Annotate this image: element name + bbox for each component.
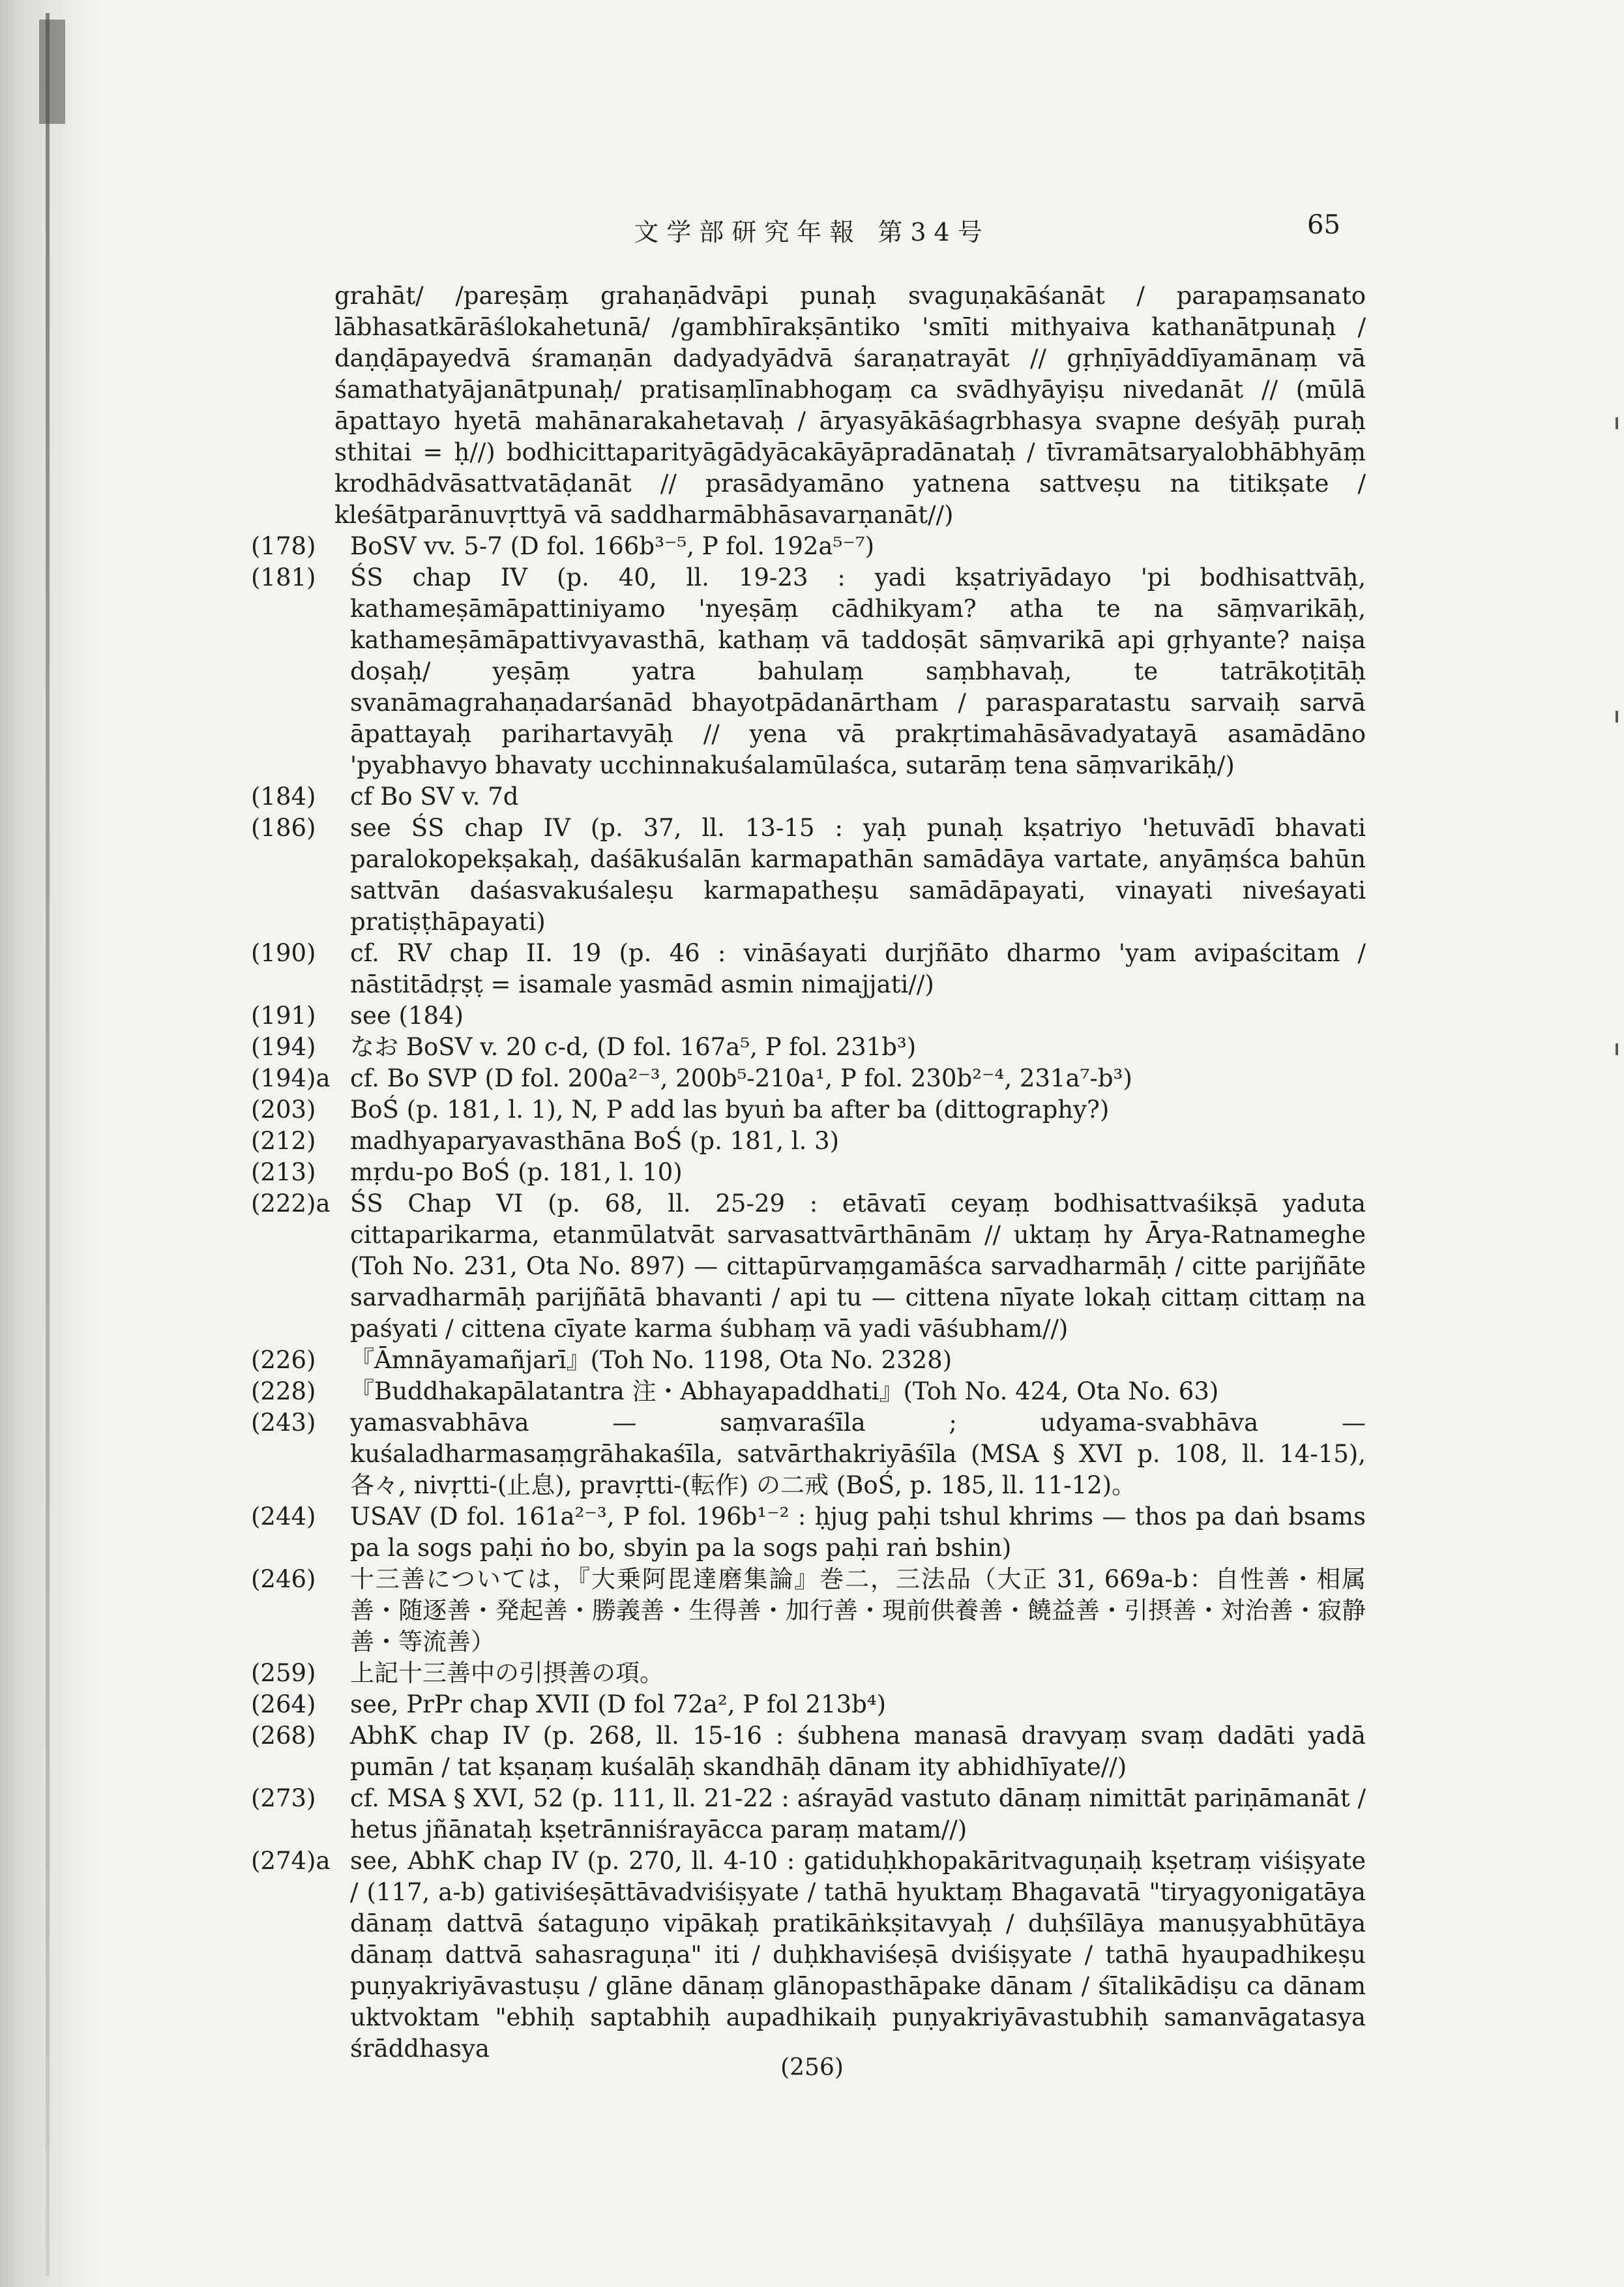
footnote [251,531,1366,562]
footnote-number: (203) [251,1096,316,1124]
footnote [251,1063,1366,1094]
footnote [251,1501,1366,1564]
margin-speck [1616,1043,1618,1055]
footnote-text: see, PrPr chap XVII (D fol 72a², P fol 213b⁴) [350,1690,887,1718]
footnote [251,1094,1366,1126]
footnote-number: (190) [251,939,316,967]
footnote-number: (228) [251,1377,316,1405]
footnote-number: (246) [251,1565,316,1593]
footnote [251,1658,1366,1689]
footnote-text: madhyaparyavasthāna BoŚ (p. 181, l. 3) [350,1127,840,1155]
footnote-text: 『Buddhakapālatantra 注・Abhayapaddhati』(Toh No. 424, Ota No. 63) [350,1377,1219,1405]
page-number: 65 [1307,210,1340,240]
footnote-text: see (184) [350,1002,464,1030]
footnote [251,1345,1366,1376]
footnote-text: cf. RV chap II. 19 (p. 46 : vināśayati durjñāto dharmo 'yam avipaścitam / nāstitādṛṣṭ = isamale yasmād asmin nimajjati//) [350,939,1366,998]
footnote-number: (186) [251,814,316,842]
footnote-text: ŚS Chap VI (p. 68, ll. 25-29 : etāvatī ceyaṃ bodhisattvaśikṣā yaduta cittaparikarma, etanmūlatvāt sarvasattvārthānām // uktaṃ hy Ārya-Ratnameghe (Toh No. 231, Ota No. 897) — cittapūrvaṃgamāśca sarvadharmāḥ / citte parijñāte sarvadharmāḥ parijñātā bhavanti / api tu — cittena nīyate lokaḥ cittaṃ cittaṃ na paśyati / cittena cīyate karma śubhaṃ vā yadi vāśubham//) [350,1189,1366,1343]
footnote-text: see, AbhK chap IV (p. 270, ll. 4-10 : gatiduḥkhopakāritvaguṇaiḥ kṣetraṃ viśiṣyate / (117, a-b) gativiśeṣāttāvadviśiṣyate / tathā hyuktaṃ Bhagavatā "tiryagyonigatāya dānaṃ dattvā śataguṇo vipākaḥ pratikāṅkṣitavyaḥ / duḥśīlāya manuṣyabhūtāya dānaṃ dattvā sahasraguṇa" iti / duḥkhaviśeṣā dviśiṣyate / tathā hyaupadhikeṣu puṇyakriyāvastuṣu / glāne dānaṃ glānopasthāpake dānam / śītalikādiṣu ca dānam uktvoktam "ebhiḥ saptabhiḥ aupadhikaiḥ puṇyakriyāvastubhiḥ samanvāgatasya śrāddhasya [350,1847,1366,2063]
footnote-text: 上記十三善中の引摂善の項。 [350,1659,664,1687]
footnote-text: yamasvabhāva — saṃvaraśīla ; udyama-svabhāva — kuśaladharmasaṃgrāhakaśīla, satvārthakriyāśīla (MSA § XVI p. 108, ll. 14-15), 各々, nivṛtti-(止息), pravṛtti-(転作) の二戒 (BoŚ, p. 185, ll. 11-12)。 [350,1409,1366,1499]
footnote-number: (268) [251,1722,316,1750]
footnote [251,1846,1366,2065]
margin-speck [1616,711,1618,723]
footnote-text: 十三善については，『大乗阿毘達磨集論』巻二，三法品（大正 31, 669a-b：自性善・相属善・随逐善・発起善・勝義善・生得善・加行善・現前供養善・饒益善・引摂善・対治善・寂静善・等流善） [350,1565,1366,1656]
footnote-number: (181) [251,563,316,591]
footnote-number: (194) [251,1033,316,1061]
footnote-number: (274)a [251,1847,331,1875]
footnote-number: (222)a [251,1189,331,1218]
footnote-text: なお BoSV v. 20 c-d, (D fol. 167a⁵, P fol. 231b³) [350,1033,917,1061]
footnote [251,1720,1366,1783]
footnote-text: cf. MSA § XVI, 52 (p. 111, ll. 21-22 : aśrayād vastuto dānaṃ nimittāt pariṇāmanāt / hetus jñānataḥ kṣetrānniśrayācca paraṃ matam//) [350,1784,1366,1844]
footnote [251,1126,1366,1157]
footnote-number: (273) [251,1784,316,1812]
footnote-text: see ŚS chap IV (p. 37, ll. 13-15 : yaḥ punaḥ kṣatriyo 'hetuvādī bhavati paralokopekṣakaḥ, daśākuśalān karmapathān samādāya vartate, anyāṃśca bahūn sattvān daśasvakuśaleṣu karmapatheṣu samādāpayati, vinayati niveśayati pratiṣṭhāpayati) [350,814,1366,936]
footnote-number: (212) [251,1127,316,1155]
footnote-text: USAV (D fol. 161a²⁻³, P fol. 196b¹⁻² : ḥjug paḥi tshul khrims — thos pa daṅ bsams pa la sogs paḥi ṅo bo, sbyin pa la sogs paḥi raṅ bshin) [350,1502,1366,1562]
footnote [251,781,1366,813]
footnote [251,1188,1366,1345]
footnote [251,1000,1366,1032]
footnote [251,1783,1366,1846]
footnote [251,562,1366,781]
footnote-number: (259) [251,1659,316,1687]
footnote-list [251,531,1366,2065]
footnote-text: AbhK chap IV (p. 268, ll. 15-16 : śubhena manasā dravyaṃ svaṃ dadāti yadā pumān / tat kṣaṇaṃ kuśalāḥ skandhāḥ dānam ity abhidhīyate//) [350,1722,1366,1781]
binding-edge [46,13,50,2276]
page-body [251,280,1366,2065]
footnote-number: (243) [251,1409,316,1437]
footnote-number: (264) [251,1690,316,1718]
footnote-text: BoSV vv. 5-7 (D fol. 166b³⁻⁵, P fol. 192a⁵⁻⁷) [350,532,875,560]
footnote [251,1032,1366,1063]
footnote [251,813,1366,938]
footnote-number: (244) [251,1502,316,1531]
footer-page-number: (256) [780,2054,844,2081]
footnote-number: (178) [251,532,316,560]
running-header: 文学部研究年報 第34号 [634,218,990,247]
footnote-text: cf. Bo SVP (D fol. 200a²⁻³, 200b⁵-210a¹, P fol. 230b²⁻⁴, 231a⁷-b³) [350,1064,1132,1092]
intro-paragraph: grahāt/ /pareṣāṃ grahaṇādvāpi punaḥ svaguṇakāśanāt / parapaṃsanato lābhasatkārāślokahetunā/ /gambhīrakṣāntiko 'smīti mithyaiva kathanātpunaḥ / daṇḍāpayedvā śramaṇān dadyadyādvā śaraṇatrayāt // gṛhṇīyāddīyamānaṃ vā śamathatyājanātpunaḥ/ pratisaṃlīnabhogaṃ ca svādhyāyiṣu nivedanāt // (mūlā āpattayo hyetā mahānarakahetavaḥ / āryasyākāśagrbhasya svapne deśyāḥ puraḥ sthitai = ḥ//) bodhicittaparityāgādyācakāyāpradānataḥ / tīvramātsaryalobhābhyāṃ krodhādvāsattvatāḍanāt // prasādyamāno yatnena sattveṣu na titikṣate / kleśātparānuvṛttyā vā saddharmābhāsavarṇanāt//) [334,282,1366,529]
footnote-number: (191) [251,1002,316,1030]
footnote [251,1376,1366,1407]
footnote-number: (184) [251,783,316,811]
footnote-number: (194)a [251,1064,331,1092]
footnote-text: mṛdu-po BoŚ (p. 181, l. 10) [350,1158,683,1186]
footnote-text: cf Bo SV v. 7d [350,783,519,811]
footnote-number: (213) [251,1158,316,1186]
footnote [251,1564,1366,1658]
footnote [251,938,1366,1000]
footnote-text: 『Āmnāyamañjarī』(Toh No. 1198, Ota No. 2328) [350,1346,952,1374]
footnote [251,1157,1366,1188]
footnote-text: BoŚ (p. 181, l. 1), N, P add las byuṅ ba after ba (dittography?) [350,1096,1110,1124]
footnote-text: ŚS chap IV (p. 40, ll. 19-23 : yadi kṣatriyādayo 'pi bodhisattvāḥ, kathameṣāmāpattiniyamo 'nyeṣāṃ cādhikyam? atha te na sāṃvarikāḥ, kathameṣāmāpattivyavasthā, kathaṃ vā taddoṣāt sāṃvarikā api gṛhyante? naiṣa doṣaḥ/ yeṣāṃ yatra bahulaṃ saṃbhavaḥ, te tatrākoṭitāḥ svanāmagrahaṇadarśanād bhayotpādanārtham / parasparatastu sarvaiḥ sarvā āpattayaḥ parihartavyāḥ // yena vā prakṛtimahāsāvadyatayā asamādāno 'pyabhavyo bhavaty ucchinnakuśalamūlaśca, sutarāṃ tena sāṃvarikāḥ/) [350,563,1366,779]
footnote-number: (226) [251,1346,316,1374]
binding-mark [39,20,65,124]
footnote [251,1689,1366,1720]
margin-speck [1616,417,1618,429]
footnote [251,1407,1366,1501]
